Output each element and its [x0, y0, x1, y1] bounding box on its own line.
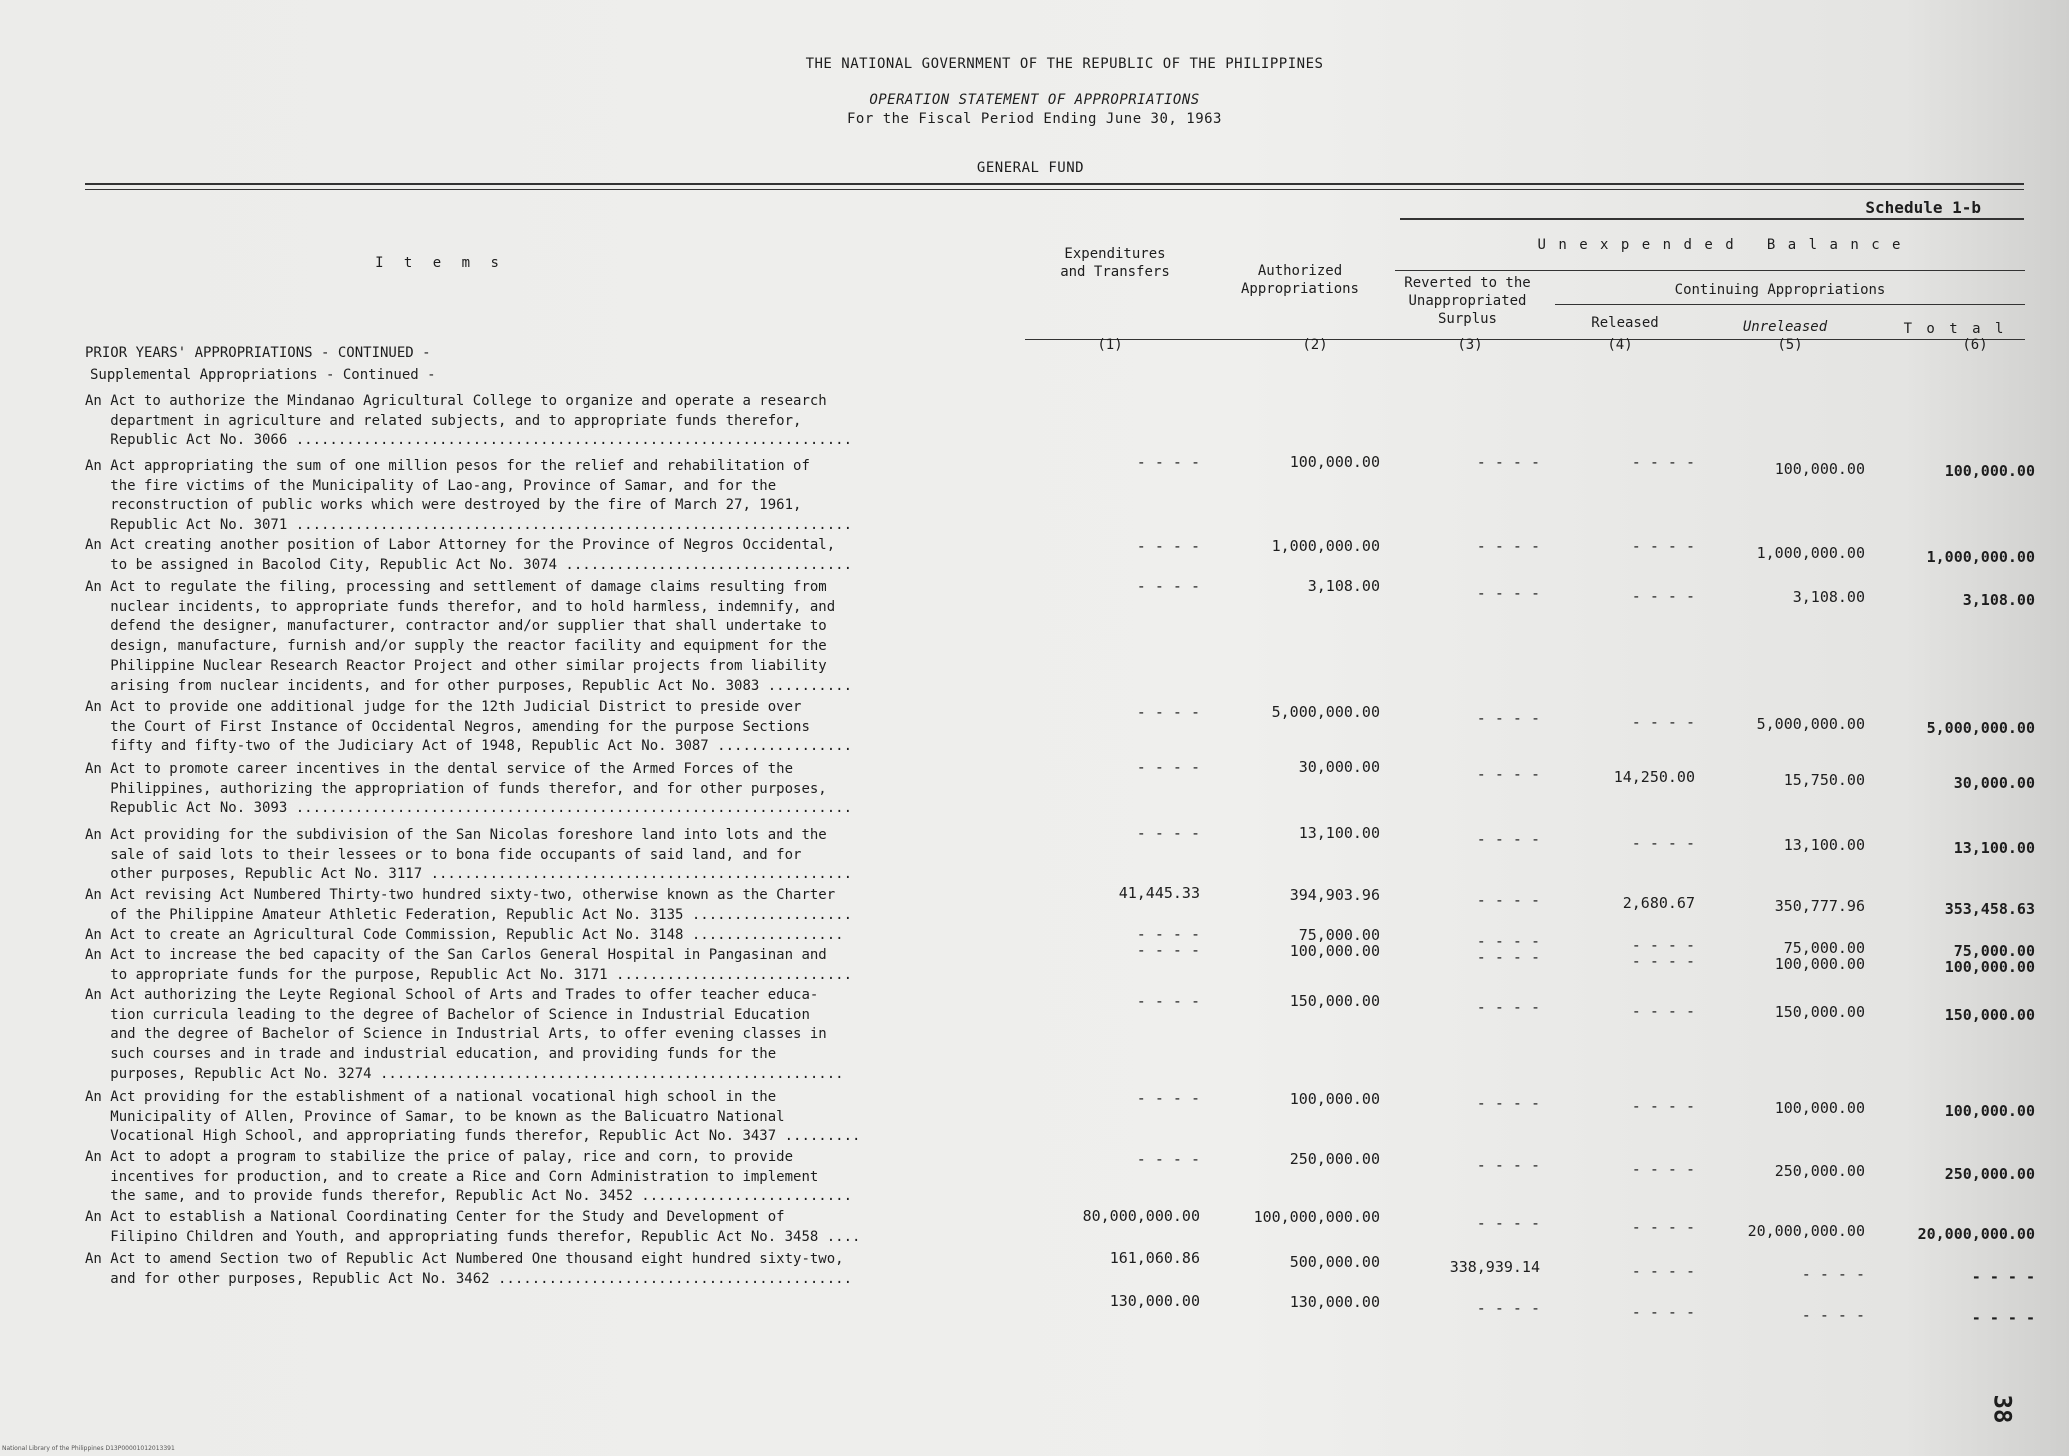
- unreleased-value: 100,000.00: [1774, 460, 1865, 478]
- column-number-4: (4): [1607, 337, 1633, 353]
- released-value: 2,680.67: [1622, 894, 1695, 912]
- unreleased-column-header: Unreleased: [1742, 319, 1828, 335]
- item-text: An Act to increase the bed capacity of the San Carlos General Hospital in Pangasinan and to appropriate funds for the purpose, Republic Act No. 3171 ............................: [85, 947, 853, 983]
- released-value: - - - -: [1631, 1218, 1695, 1236]
- released-value: - - - -: [1631, 537, 1695, 555]
- reverted-value: - - - -: [1476, 891, 1540, 909]
- unreleased-value: 250,000.00: [1774, 1162, 1865, 1180]
- expenditures-value: - - - -: [1136, 537, 1200, 555]
- total-column-header: T o t a l: [1903, 321, 2007, 337]
- continuing-appropriations-header: Continuing Appropriations: [1674, 282, 1886, 298]
- expenditures-value: - - - -: [1136, 925, 1200, 943]
- item-text: An Act appropriating the sum of one million pesos for the relief and rehabilitation of the fire victims of the Municipality of Lao-ang, Province of Samar, and for the reconstruction of public works which were destroyed by the fire of March 27, 1961, Republic Act No. 3071 ..................................................................: [85, 458, 853, 534]
- reverted-value: - - - -: [1476, 1156, 1540, 1174]
- reverted-value: - - - -: [1476, 584, 1540, 602]
- authorized-value: 394,903.96: [1289, 886, 1380, 904]
- total-value: 30,000.00: [1953, 774, 2035, 792]
- item-text: An Act creating another position of Labor Attorney for the Province of Negros Occidental, to be assigned in Bacolod City, Republic Act No. 3074 ..................................: [85, 537, 853, 573]
- reverted-value: - - - -: [1476, 1299, 1540, 1317]
- released-value: - - - -: [1631, 1097, 1695, 1115]
- expenditures-value: - - - -: [1136, 824, 1200, 842]
- unexpended-rule: [1395, 270, 2025, 271]
- authorized-value: 100,000.00: [1289, 942, 1380, 960]
- reverted-value: - - - -: [1476, 1214, 1540, 1232]
- item-text: An Act to authorize the Mindanao Agricultural College to organize and operate a research department in agriculture and related subjects, and to appropriate funds therefor, Republic Act No. 3066 ..................................................................: [85, 393, 853, 449]
- header-rule-top-2: [85, 189, 2024, 190]
- header-rule-top: [85, 183, 2024, 185]
- item-text: An Act to adopt a program to stabilize the price of palay, rice and corn, to provide incentives for production, and to create a Rice and Corn Administration to implement the same, and to provide funds therefor, Republic Act No. 3452 .........................: [85, 1149, 853, 1205]
- unreleased-value: 150,000.00: [1774, 1003, 1865, 1021]
- total-value: 5,000,000.00: [1926, 719, 2035, 737]
- unreleased-value: 5,000,000.00: [1756, 715, 1865, 733]
- released-value: - - - -: [1631, 1002, 1695, 1020]
- reverted-value: - - - -: [1476, 998, 1540, 1016]
- unreleased-value: 350,777.96: [1774, 897, 1865, 915]
- unreleased-value: 3,108.00: [1792, 588, 1865, 606]
- schedule-rule: [1400, 218, 2024, 220]
- total-value: 100,000.00: [1944, 462, 2035, 480]
- reverted-column-header: Reverted to the Unappropriated Surplus: [1404, 275, 1531, 327]
- unreleased-value: 15,750.00: [1783, 771, 1865, 789]
- total-value: 100,000.00: [1944, 958, 2035, 976]
- authorized-value: 130,000.00: [1289, 1293, 1380, 1311]
- reverted-value: - - - -: [1476, 453, 1540, 471]
- statement-title: OPERATION STATEMENT OF APPROPRIATIONS: [869, 92, 1200, 108]
- authorized-column-header: Authorized Appropriations: [1240, 263, 1359, 297]
- item-text: An Act revising Act Numbered Thirty-two hundred sixty-two, otherwise known as the Charter of the Philippine Amateur Athletic Federation, Republic Act No. 3135 ...................: [85, 887, 853, 923]
- column-number-5: (5): [1777, 337, 1803, 353]
- schedule-label: Schedule 1-b: [1865, 198, 1981, 217]
- expenditures-value: - - - -: [1136, 1150, 1200, 1168]
- released-value: - - - -: [1631, 713, 1695, 731]
- expenditures-value: - - - -: [1136, 703, 1200, 721]
- section-title: PRIOR YEARS' APPROPRIATIONS - CONTINUED -: [85, 345, 431, 361]
- authorized-value: 75,000.00: [1298, 926, 1380, 944]
- reverted-value: - - - -: [1476, 537, 1540, 555]
- authorized-value: 500,000.00: [1289, 1253, 1380, 1271]
- expenditures-value: - - - -: [1136, 992, 1200, 1010]
- page-number: 38: [1988, 1394, 2017, 1424]
- period-subtitle: For the Fiscal Period Ending June 30, 1963: [846, 111, 1222, 127]
- total-value: 75,000.00: [1953, 942, 2035, 960]
- expenditures-value: 161,060.86: [1109, 1249, 1200, 1267]
- total-value: 100,000.00: [1944, 1102, 2035, 1120]
- unexpended-balance-header: U n e x p e n d e d B a l a n c e: [1537, 237, 1903, 253]
- authorized-value: 100,000.00: [1289, 1090, 1380, 1108]
- section-subtitle: Supplemental Appropriations - Continued -: [90, 367, 436, 383]
- released-value: - - - -: [1631, 1262, 1695, 1280]
- column-number-3: (3): [1457, 337, 1483, 353]
- authorized-value: 3,108.00: [1307, 577, 1380, 595]
- total-value: 1,000,000.00: [1926, 548, 2035, 566]
- released-value: - - - -: [1631, 587, 1695, 605]
- total-value: 20,000,000.00: [1917, 1225, 2035, 1243]
- reverted-value: - - - -: [1476, 830, 1540, 848]
- released-value: - - - -: [1631, 834, 1695, 852]
- expenditures-value: - - - -: [1136, 941, 1200, 959]
- authorized-value: 1,000,000.00: [1271, 537, 1380, 555]
- archive-footer: National Library of the Philippines D13P00001012013391: [2, 1445, 175, 1452]
- expenditures-column-header: Expenditures and Transfers: [1060, 246, 1170, 280]
- reverted-value: - - - -: [1476, 765, 1540, 783]
- total-value: - - - -: [1971, 1309, 2035, 1327]
- total-value: - - - -: [1971, 1268, 2035, 1286]
- total-value: 353,458.63: [1944, 900, 2035, 918]
- fund-title: GENERAL FUND: [976, 160, 1085, 176]
- unreleased-value: 100,000.00: [1774, 1099, 1865, 1117]
- item-text: An Act to provide one additional judge for the 12th Judicial District to preside over the Court of First Instance of Occidental Negros, amending for the purpose Sections fifty and fifty-two of the Judiciary Act of 1948, Republic Act No. 3087 ................: [85, 699, 853, 755]
- expenditures-value: 130,000.00: [1109, 1292, 1200, 1310]
- column-numbers-rule: [1025, 339, 2025, 340]
- authorized-value: 250,000.00: [1289, 1150, 1380, 1168]
- total-value: 3,108.00: [1962, 591, 2035, 609]
- unreleased-value: - - - -: [1801, 1265, 1865, 1283]
- reverted-value: - - - -: [1476, 948, 1540, 966]
- continuing-rule: [1555, 304, 2025, 305]
- government-title: THE NATIONAL GOVERNMENT OF THE REPUBLIC OF THE PHILIPPINES: [805, 56, 1324, 72]
- released-value: - - - -: [1631, 453, 1695, 471]
- authorized-value: 13,100.00: [1298, 824, 1380, 842]
- expenditures-value: - - - -: [1136, 1089, 1200, 1107]
- column-number-1: (1): [1097, 337, 1123, 353]
- total-value: 13,100.00: [1953, 839, 2035, 857]
- reverted-value: 338,939.14: [1449, 1258, 1540, 1276]
- item-text: An Act to amend Section two of Republic Act Numbered One thousand eight hundred sixty-two, and for other purposes, Republic Act No. 3462 ..........................................: [85, 1251, 853, 1287]
- expenditures-value: - - - -: [1136, 453, 1200, 471]
- released-value: - - - -: [1631, 952, 1695, 970]
- unreleased-value: 13,100.00: [1783, 836, 1865, 854]
- total-value: 250,000.00: [1944, 1165, 2035, 1183]
- released-value: - - - -: [1631, 1160, 1695, 1178]
- authorized-value: 100,000,000.00: [1253, 1208, 1380, 1226]
- reverted-value: - - - -: [1476, 709, 1540, 727]
- unreleased-value: 100,000.00: [1774, 955, 1865, 973]
- reverted-value: - - - -: [1476, 932, 1540, 950]
- authorized-value: 150,000.00: [1289, 992, 1380, 1010]
- expenditures-value: 41,445.33: [1118, 884, 1200, 902]
- expenditures-value: - - - -: [1136, 758, 1200, 776]
- item-text: An Act to create an Agricultural Code Commission, Republic Act No. 3148 ..................: [85, 927, 844, 943]
- released-value: - - - -: [1631, 1303, 1695, 1321]
- authorized-value: 30,000.00: [1298, 758, 1380, 776]
- released-column-header: Released: [1591, 315, 1659, 331]
- unreleased-value: 1,000,000.00: [1756, 544, 1865, 562]
- unreleased-value: 75,000.00: [1783, 939, 1865, 957]
- expenditures-value: - - - -: [1136, 577, 1200, 595]
- items-column-header: I t e m s: [375, 255, 505, 271]
- unreleased-value: - - - -: [1801, 1306, 1865, 1324]
- item-text: An Act to establish a National Coordinating Center for the Study and Development of Filipino Children and Youth, and appropriating funds therefor, Republic Act No. 3458 ....: [85, 1209, 861, 1245]
- authorized-value: 5,000,000.00: [1271, 703, 1380, 721]
- item-text: An Act authorizing the Leyte Regional School of Arts and Trades to offer teacher educa- tion curricula leading to the degree of Bachelor of Science in Industrial Education and the degree of Bachelor of Science in Industrial Arts, to offer evening classes in such courses and in trade and industrial education, and providing funds for the purposes, Republic Act No. 3274 .......................................................: [85, 987, 844, 1082]
- item-text: An Act providing for the establishment of a national vocational high school in the Municipality of Allen, Province of Samar, to be known as the Balicuatro National Vocational High School, and appropriating funds therefor, Republic Act No. 3437 .........: [85, 1089, 861, 1145]
- authorized-value: 100,000.00: [1289, 453, 1380, 471]
- released-value: 14,250.00: [1613, 768, 1695, 786]
- total-value: 150,000.00: [1944, 1006, 2035, 1024]
- released-value: - - - -: [1631, 936, 1695, 954]
- unreleased-value: 20,000,000.00: [1747, 1222, 1865, 1240]
- column-number-2: (2): [1302, 337, 1328, 353]
- item-text: An Act to promote career incentives in the dental service of the Armed Forces of the Philippines, authorizing the appropriation of funds therefor, and for other purposes, Republic Act No. 3093 ..................................................................: [85, 761, 853, 817]
- expenditures-value: 80,000,000.00: [1082, 1207, 1200, 1225]
- item-text: An Act providing for the subdivision of the San Nicolas foreshore land into lots and the sale of said lots to their lessees or to bona fide occupants of said land, and for other purposes, Republic Act No. 3117 ..................................................: [85, 827, 853, 883]
- column-number-6: (6): [1962, 337, 1988, 353]
- reverted-value: - - - -: [1476, 1094, 1540, 1112]
- item-text: An Act to regulate the filing, processing and settlement of damage claims resulting from nuclear incidents, to appropriate funds therefor, and to hold harmless, indemnify, and defend the designer, manufacturer, contractor and/or supplier that shall undertake to design, manufacture, furnish and/or supply the reactor facility and equipment for the Philippine Nuclear Research Reactor Project and other similar projects from liability arising from nuclear incidents, and for other purposes, Republic Act No. 3083 ..........: [85, 579, 853, 694]
